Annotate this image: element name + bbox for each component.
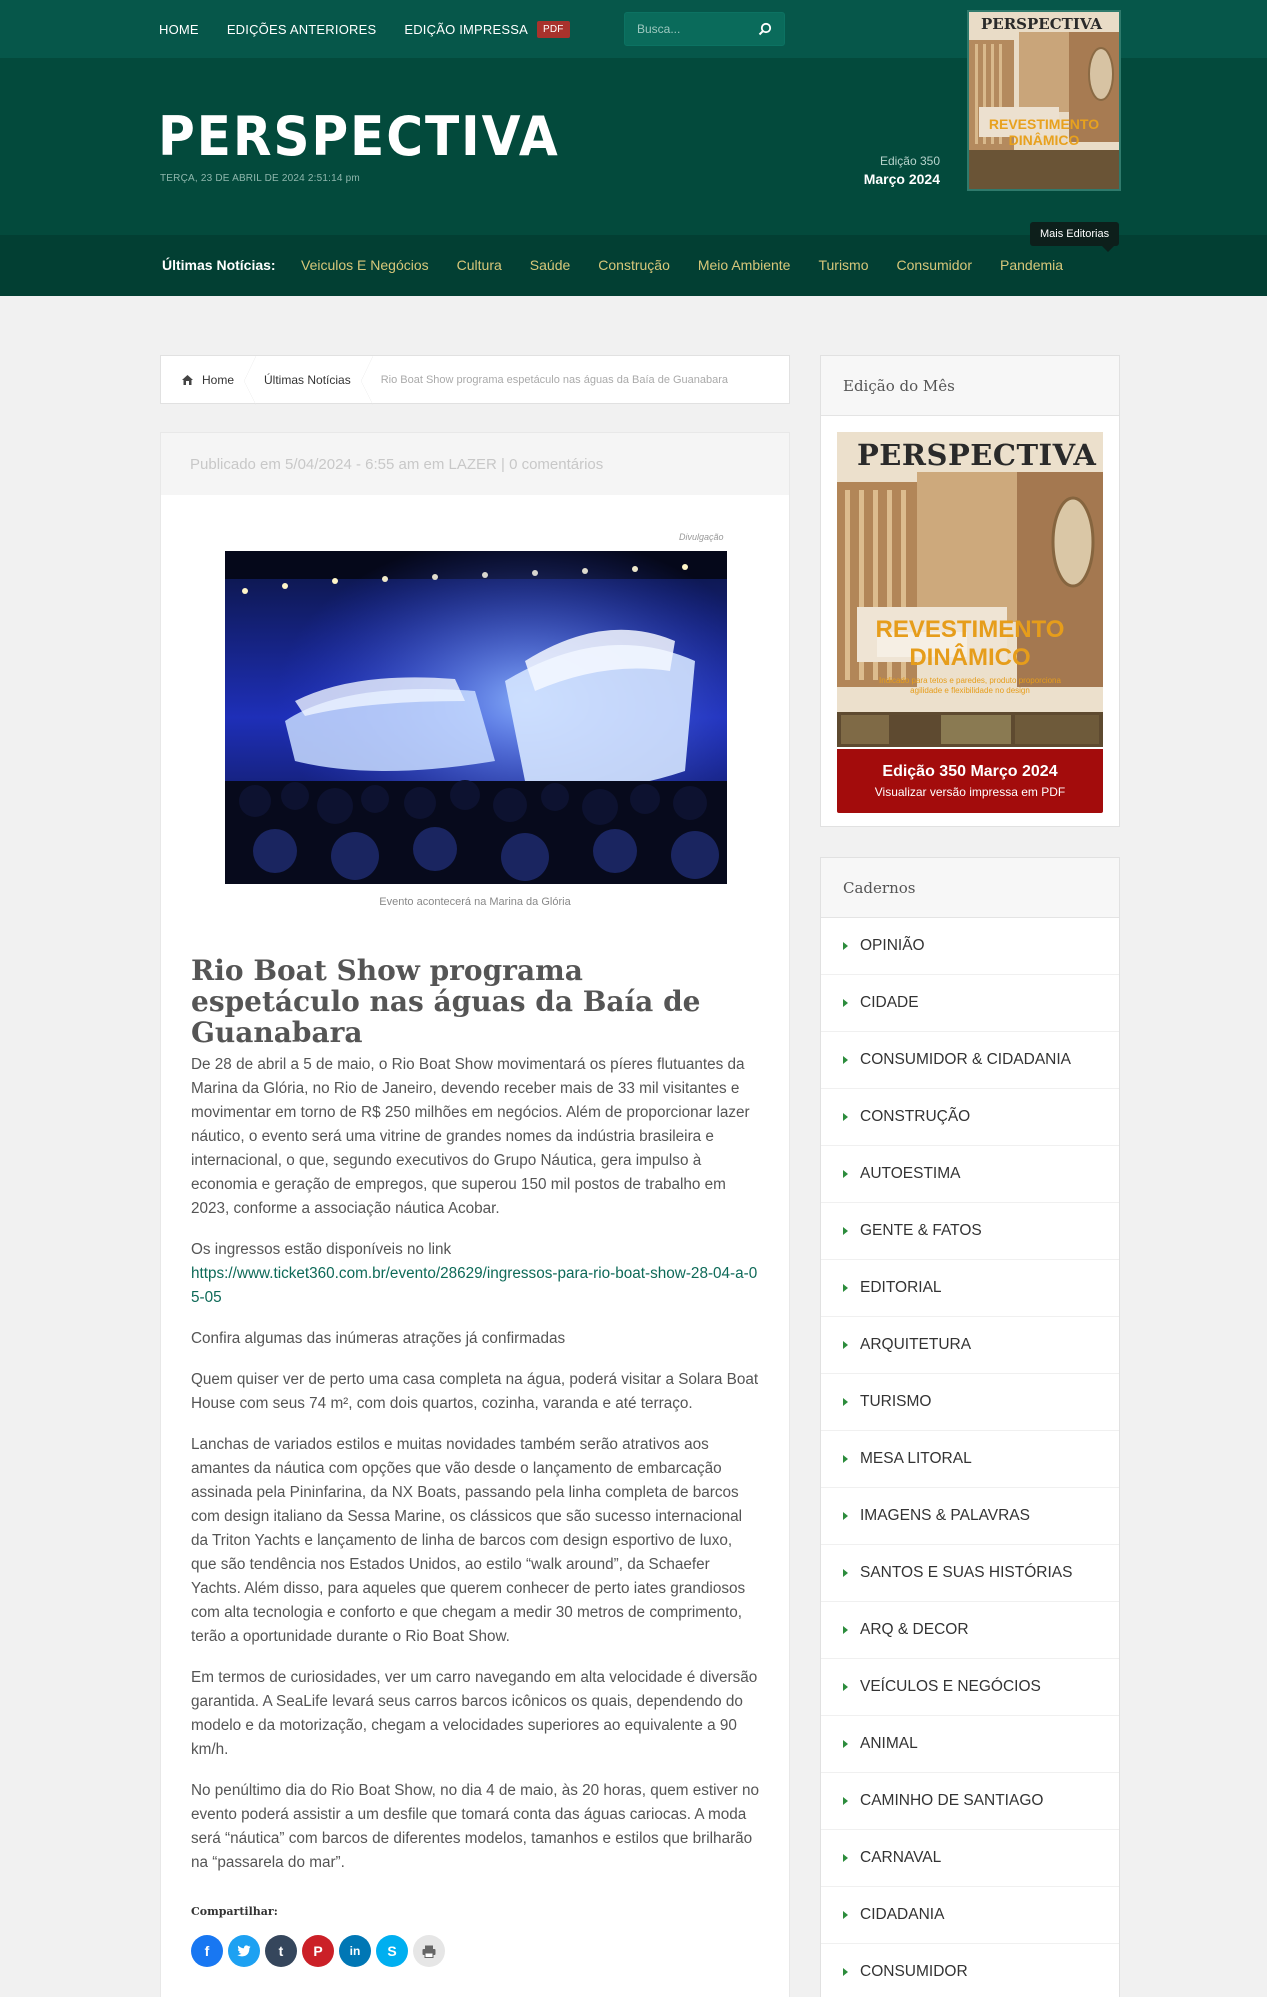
caret-right-icon [843,1740,848,1748]
category-veiculos[interactable]: Veiculos E Negócios [301,257,429,273]
caderno-label: SANTOS E SUAS HISTÓRIAS [860,1564,1073,1581]
pdf-badge: PDF [537,21,570,38]
ultimas-noticias-label: Últimas Notícias: [162,257,276,273]
magazine-masthead: PERSPECTIVA [857,438,1097,472]
category-cultura[interactable]: Cultura [456,257,502,273]
widget-title: Cadernos [821,858,1119,918]
caderno-label: CARNAVAL [860,1849,942,1866]
nav-edicoes-anteriores[interactable]: EDIÇÕES ANTERIORES [226,21,377,37]
paragraph: De 28 de abril a 5 de maio, o Rio Boat Show movimentará os píeres flutuantes da Marina da Glória, no Rio de Janeiro, devendo receber mais de 33 mil visitantes e movimentar em torno de R$ 250 milhões em negócios. Além de proporcionar lazer náutico, o evento será uma vitrine de grandes nomes da indústria brasileira e internacional, o que, segundo executivos do Grupo Náutica, gera impulso à economia e geração de empregos, que superou 150 mil postos de trabalho em 2023, conforme a associação náutica Acobar. [191,1056,750,1217]
caret-right-icon [843,1854,848,1862]
magazine-subhead: Indicado para tetos e paredes, produto proporciona agilidade e flexibilidade no design [879,676,1061,695]
print-icon[interactable] [413,1935,445,1967]
caderno-label: AUTOESTIMA [860,1165,961,1182]
edicao-pdf-button[interactable] [837,749,1103,813]
caderno-label: OPINIÃO [860,937,925,954]
caderno-label: ANIMAL [860,1735,918,1752]
nav-edicao-impressa-label: EDIÇÃO IMPRESSA [404,21,528,37]
caret-right-icon [843,1113,848,1121]
home-icon [181,374,194,386]
caret-right-icon [843,1797,848,1805]
caderno-label: VEÍCULOS E NEGÓCIOS [860,1678,1041,1695]
edition-month: Março 2024 [863,171,940,187]
caderno-item[interactable] [821,1602,1119,1659]
magazine-headline-1: REVESTIMENTO [875,616,1065,643]
caderno-item[interactable] [821,1032,1119,1089]
category-consumidor[interactable]: Consumidor [896,257,972,273]
caderno-label: IMAGENS & PALAVRAS [860,1507,1030,1524]
caderno-label: CIDADANIA [860,1906,945,1923]
photo-caption: Evento acontecerá na Marina da Glória [379,896,571,908]
linkedin-share-icon[interactable]: in [339,1935,371,1967]
caderno-item[interactable] [821,1431,1119,1488]
caderno-item[interactable] [821,1716,1119,1773]
edicao-button-subtitle: Visualizar versão impressa em PDF [874,785,1066,799]
magazine-thumb-masthead: PERSPECTIVA [981,15,1102,33]
twitter-share-icon[interactable] [228,1935,260,1967]
nav-home[interactable]: HOME [159,21,199,37]
top-nav [159,0,598,58]
caderno-item[interactable] [821,1089,1119,1146]
caderno-item[interactable] [821,1488,1119,1545]
caderno-item[interactable] [821,1887,1119,1944]
caderno-label: ARQ & DECOR [860,1621,969,1638]
paragraph: Lanchas de variados estilos e muitas novidades também serão atrativos aos amantes da náutica com opções que vão desde o lançamento de embarcação assinada pela Pininfarina, da NX Boats, passando pela linha completa de barcos com design italiano da Sessa Marine, os clássicos que são sucesso internacional da Triton Yachts e lançamento de linha de barcos com design esportivo de luxo, que são tendência nos Estados Unidos, ao estilo “walk around”, da Schaefer Yachts. Além disso, para aqueles que querem conhecer de perto iates grandiosos com alta tecnologia e conforto e que chegam a medir 30 metros de comprimento, terão a oportunidade durante o Rio Boat Show. [191,1436,746,1645]
paragraph: Em termos de curiosidades, ver um carro navegando em alta velocidade é diversão garantida. A SeaLife levará seus carros barcos icônicos os quais, dependendo do modelo e da motorização, chegam a velocidades superiores ao equivalente a 90 km/h. [191,1669,758,1758]
caderno-label: CAMINHO DE SANTIAGO [860,1792,1044,1809]
caderno-item[interactable] [821,1146,1119,1203]
caderno-item[interactable] [821,1773,1119,1830]
magazine-thumb-headline-2: DINÂMICO [1008,132,1080,148]
search-icon[interactable] [758,22,772,41]
site-logo[interactable]: PERSPECTIVA [158,105,560,168]
caderno-item[interactable] [821,1374,1119,1431]
tickets-text: Os ingressos estão disponíveis no link [191,1241,452,1258]
mais-editorias-tooltip[interactable]: Mais Editorias [1030,222,1119,246]
magazine-thumb-headline-1: REVESTIMENTO [988,116,1100,132]
caderno-item[interactable] [821,1830,1119,1887]
cadernos-list [821,918,1119,1997]
category-meio-ambiente[interactable]: Meio Ambiente [697,257,791,273]
breadcrumb-separator [361,356,375,403]
breadcrumb-section[interactable]: Últimas Notícias [264,372,351,387]
caret-right-icon [843,1683,848,1691]
caret-right-icon [843,1170,848,1178]
tickets-link[interactable]: https://www.ticket360.com.br/evento/28629/ingressos-para-rio-boat-show-28-04-a-05-05 [191,1265,758,1306]
article-photo [225,551,727,884]
caderno-label: CONSUMIDOR [860,1963,968,1980]
caret-right-icon [843,1056,848,1064]
tumblr-share-icon[interactable]: t [265,1935,297,1967]
edition-label: Edição 350 [879,154,940,168]
magazine-cover-thumbnail[interactable] [967,10,1121,191]
category-pandemia[interactable]: Pandemia [1000,257,1064,273]
paragraph: Confira algumas das inúmeras atrações já confirmadas [191,1330,566,1347]
caderno-label: CONSUMIDOR & CIDADANIA [860,1051,1071,1068]
widget-title: Edição do Mês [821,356,1119,416]
caderno-label: TURISMO [860,1393,932,1410]
pinterest-share-icon[interactable]: P [302,1935,334,1967]
caderno-label: MESA LITORAL [860,1450,972,1467]
caret-right-icon [843,1569,848,1577]
article-meta: Publicado em 5/04/2024 - 6:55 am em LAZER | 0 comentários [190,456,604,473]
caderno-item[interactable] [821,1944,1119,1997]
cadernos-widget [820,857,1120,1997]
photo-credit: Divulgação [679,532,724,542]
edicao-do-mes-widget [820,355,1120,827]
caderno-label: CIDADE [860,994,919,1011]
category-saude[interactable]: Saúde [529,257,571,273]
magazine-headline-2: DINÂMICO [909,644,1031,671]
breadcrumb-home-label: Home [202,372,235,387]
caret-right-icon [843,1284,848,1292]
paragraph-tickets [191,1238,761,1310]
caret-right-icon [843,1911,848,1919]
caderno-item[interactable] [821,918,1119,975]
share-buttons [191,1935,450,1967]
caderno-item[interactable] [821,1545,1119,1602]
caret-right-icon [843,942,848,950]
caret-right-icon [843,1512,848,1520]
caderno-label: ARQUITETURA [860,1336,972,1353]
caret-right-icon [843,1398,848,1406]
caret-right-icon [843,1968,848,1976]
current-date: TERÇA, 23 DE ABRIL DE 2024 2:51:14 pm [160,173,360,184]
article-body [191,1053,761,1892]
nav-edicao-impressa[interactable] [404,21,569,38]
facebook-share-icon[interactable]: f [191,1935,223,1967]
caret-right-icon [843,1227,848,1235]
caderno-item[interactable] [821,975,1119,1032]
article-meta-band [161,433,789,495]
article [160,432,790,1997]
breadcrumb-home[interactable] [161,356,234,403]
article-title: Rio Boat Show programa espetáculo nas águas da Baía de Guanabara [191,954,701,1049]
breadcrumb-current: Rio Boat Show programa espetáculo nas águas da Baía de Guanabara [380,373,729,386]
caderno-item[interactable] [821,1260,1119,1317]
category-construcao[interactable]: Construção [598,257,670,273]
caderno-item[interactable] [821,1317,1119,1374]
paragraph: Quem quiser ver de perto uma casa completa na água, poderá visitar a Solara Boat House com seus 74 m², com dois quartos, cozinha, varanda e até terraço. [191,1371,759,1412]
skype-share-icon[interactable]: S [376,1935,408,1967]
breadcrumb [160,355,790,404]
share-label: Compartilhar: [191,1905,278,1918]
category-turismo[interactable]: Turismo [818,257,869,273]
caderno-item[interactable] [821,1659,1119,1716]
edicao-button-title: Edição 350 Março 2024 [882,763,1058,780]
caret-right-icon [843,999,848,1007]
search-input[interactable] [625,22,750,36]
breadcrumb-separator [244,356,258,403]
caderno-label: GENTE & FATOS [860,1222,982,1239]
caret-right-icon [843,1626,848,1634]
caret-right-icon [843,1455,848,1463]
magazine-cover[interactable] [837,432,1103,747]
paragraph: No penúltimo dia do Rio Boat Show, no dia 4 de maio, às 20 horas, quem estiver no evento poderá assistir a um desfile que tomará conta das águas cariocas. A moda será “náutica” com barcos de diferentes modelos, tamanhos e estilos que brilharão na “passarela do mar”. [191,1782,760,1871]
caret-right-icon [843,1341,848,1349]
category-list [301,257,1091,273]
search-box [624,12,785,46]
caderno-item[interactable] [821,1203,1119,1260]
caderno-label: EDITORIAL [860,1279,942,1296]
caderno-label: CONSTRUÇÃO [860,1108,971,1125]
